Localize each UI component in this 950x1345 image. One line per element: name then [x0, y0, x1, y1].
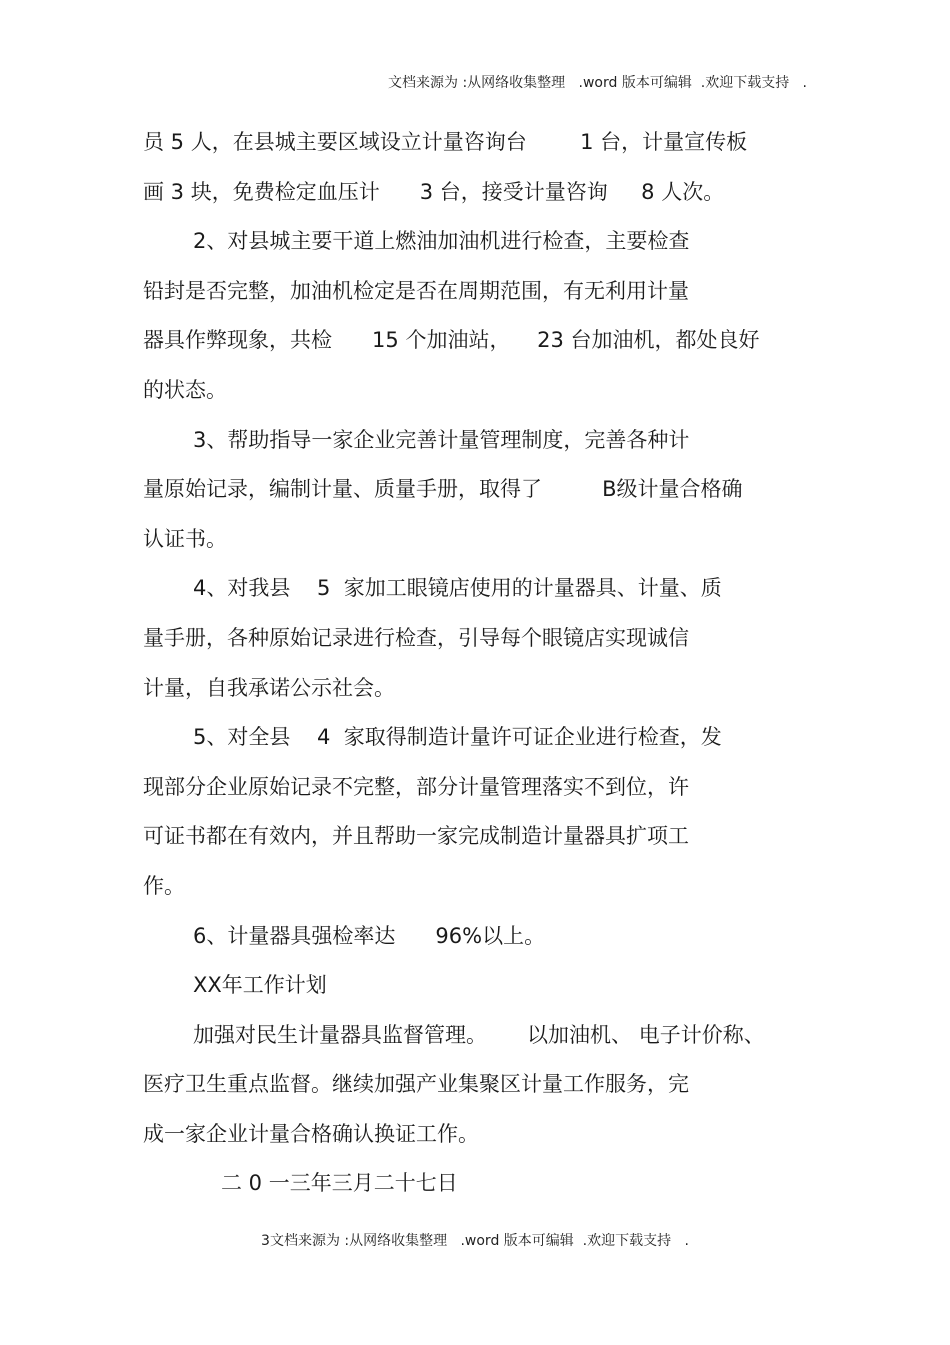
- paragraph-line: 2、对县城主要干道上燃油加油机进行检查，主要检查: [193, 229, 690, 254]
- document-date: 二 0 一三年三月二十七日: [221, 1171, 458, 1196]
- paragraph-line: 成一家企业计量合格确认换证工作。: [143, 1121, 479, 1146]
- page-footer: 3文档来源为 :从网络收集整理 .word 版本可编辑 .欢迎下载支持 .: [261, 1233, 689, 1249]
- paragraph-line: 5、对全县 4 家取得制造计量许可证企业进行检查，发: [193, 725, 722, 750]
- paragraph-line: 量手册，各种原始记录进行检查，引导每个眼镜店实现诚信: [143, 625, 689, 650]
- paragraph-line: 计量，自我承诺公示社会。: [143, 675, 395, 700]
- paragraph-line: 画 3 块，免费检定血压计 3 台，接受计量咨询 8 人次。: [143, 179, 725, 204]
- paragraph-line: 量原始记录，编制计量、质量手册，取得了 B级计量合格确: [143, 477, 743, 502]
- section-heading: XX年工作计划: [193, 973, 327, 998]
- paragraph-line: 铅封是否完整，加油机检定是否在周期范围，有无利用计量: [143, 278, 689, 303]
- paragraph-line: 认证书。: [143, 526, 227, 551]
- paragraph-line: 加强对民生计量器具监督管理。 以加油机、 电子计价称、: [193, 1022, 765, 1047]
- paragraph-line: 现部分企业原始记录不完整，部分计量管理落实不到位，许: [143, 774, 689, 799]
- paragraph-line: 3、帮助指导一家企业完善计量管理制度，完善各种计: [193, 427, 690, 452]
- paragraph-line: 的状态。: [143, 377, 227, 402]
- paragraph-line: 员 5 人，在县城主要区域设立计量咨询台 1 台，计量宣传板: [143, 130, 748, 154]
- paragraph-line: 6、计量器具强检率达 96%以上。: [193, 923, 546, 948]
- paragraph-line: 4、对我县 5 家加工眼镜店使用的计量器具、计量、质: [193, 576, 722, 601]
- paragraph-line: 器具作弊现象，共检 15 个加油站， 23 台加油机，都处良好: [143, 328, 760, 353]
- paragraph-line: 作。: [143, 873, 185, 898]
- document-body: [143, 122, 803, 1213]
- page-header: 文档来源为 :从网络收集整理 .word 版本可编辑 .欢迎下载支持 .: [388, 75, 807, 91]
- paragraph-line: 可证书都在有效内，并且帮助一家完成制造计量器具扩项工: [143, 824, 689, 849]
- paragraph-line: 医疗卫生重点监督。继续加强产业集聚区计量工作服务，完: [143, 1072, 689, 1097]
